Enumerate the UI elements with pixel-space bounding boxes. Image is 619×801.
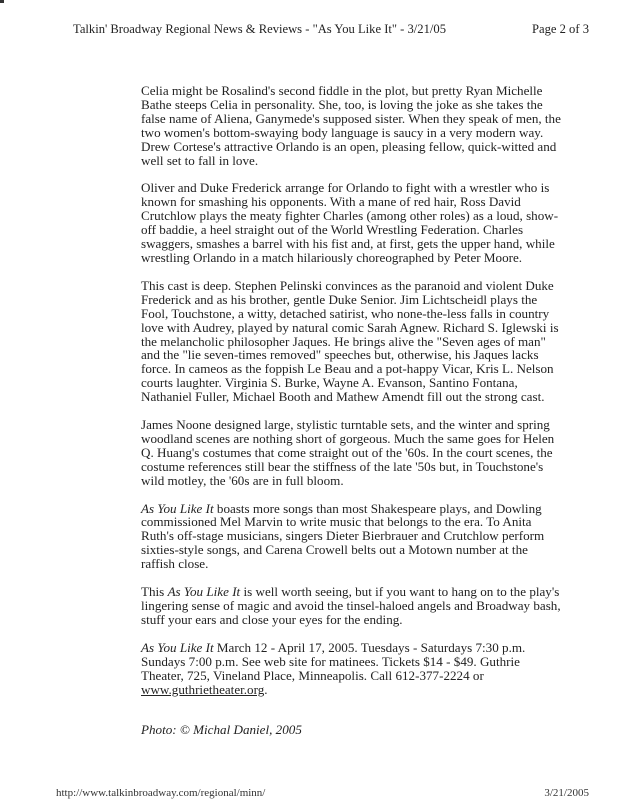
show-details: March 12 - April 17, 2005. Tuesdays - Saturdays 7:30 p.m. Sundays 7:00 p.m. See web site for matinees. Tickets $14 - $49. Guthrie Theater, 725, Vineland Place, Minneapolis. Call 612-377-2224 or xyxy=(141,639,526,683)
play-title: As You Like It xyxy=(141,639,214,655)
info-trailing: . xyxy=(264,681,268,697)
verdict-lead: This xyxy=(141,584,168,600)
songs-text: boasts more songs than most Shakespeare plays, and Dowling commissioned Mel Marvin to write music that belongs to the era. To Anita Ruth's off-stage musicians, singers Dieter Bierbrauer and Crutchlow perform sixties-style songs, and Carena Crowell belts out a Motown number at the raffish close. xyxy=(141,500,545,572)
footer-url: http://www.talkinbroadway.com/regional/minn/ xyxy=(56,787,266,799)
document-title: Talkin' Broadway Regional News & Reviews - "As You Like It" - 3/21/05 xyxy=(73,22,446,36)
paragraph-cast: This cast is deep. Stephen Pelinski convinces as the paranoid and violent Duke Frederick and as his brother, gentle Duke Senior. Jim Lichtscheidl plays the Fool, Touchstone, a witty, detached satirist, who none-the-less falls in country love with Audrey, played by natural comic Sarah Agnew. Richard S. Iglewski is the melancholic philosopher Jaques. He brings alive the "Seven ages of man" and the "lie seven-times removed" speeches but, otherwise, his Jaques lacks force. In cameos as the foppish Le Beau and a pot-happy Vicar, Kris L. Nelson courts laughter. Virginia S. Burke, Wayne A. Evanson, Santino Fontana, Nathaniel Fuller, Michael Booth and Mathew Amendt fill out the strong cast. xyxy=(141,277,559,405)
page-indicator: Page 2 of 3 xyxy=(531,22,589,36)
photo-credit: Photo: © Michal Daniel, 2005 xyxy=(141,722,302,738)
paragraph-verdict xyxy=(141,585,561,627)
paragraph-show-info xyxy=(141,641,561,697)
theater-website-link[interactable]: www.guthrietheater.org xyxy=(141,681,265,697)
scan-artifact xyxy=(0,0,4,3)
footer-date: 3/21/2005 xyxy=(544,787,589,799)
page-footer xyxy=(56,787,589,801)
article-body xyxy=(141,84,561,751)
paragraph-songs xyxy=(141,502,561,572)
play-title: As You Like It xyxy=(141,500,214,516)
verdict-text: is well worth seeing, but if you want to hang on to the play's lingering sense of magic and avoid the tinsel-haloed angels and Broadway bash, stuff your ears and close your eyes for the ending. xyxy=(141,584,561,627)
paragraph-celia: Celia might be Rosalind's second fiddle in the plot, but pretty Ryan Michelle Bathe steeps Celia in personality. She, too, is loving the joke as she takes the false name of Aliena, Ganymede's supposed sister. When they speak of men, the two women's bottom-swaying body language is saucy in a very modern way. Drew Cortese's attractive Orlando is an open, pleasing fellow, quick-witted and well set to fall in love. xyxy=(141,83,561,168)
page-header xyxy=(73,22,589,40)
paragraph-design: James Noone designed large, stylistic turntable sets, and the winter and spring woodland scenes are nothing short of gorgeous. Much the same goes for Helen Q. Huang's costumes that come straight out of the '60s. In the court scenes, the costume references still bear the stiffness of the late '50s but, in Touchstone's wild motley, the '60s are in full bloom. xyxy=(141,417,555,488)
paragraph-wrestler: Oliver and Duke Frederick arrange for Orlando to fight with a wrestler who is known for smashing his opponents. With a mane of red hair, Ross David Crutchlow plays the meaty fighter Charles (among other roles) as a loud, show-off baddie, a heel straight out of the World Wrestling Federation. Charles swaggers, smashes a barrel with his fist and, at first, gets the upper hand, while wrestling Orlando in a match hilariously choreographed by Peter Moore. xyxy=(141,180,559,265)
play-title: As You Like It xyxy=(167,584,241,600)
